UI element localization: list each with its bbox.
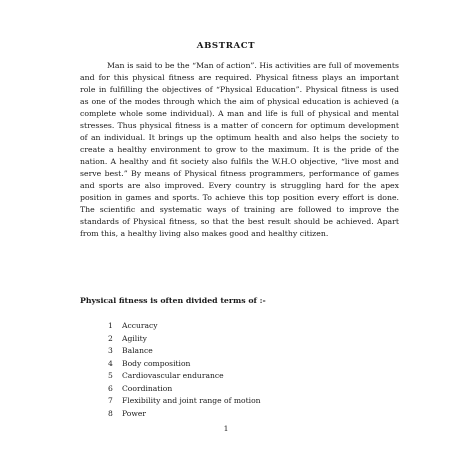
page-number: 1: [223, 424, 229, 433]
fitness-terms-list: [108, 320, 261, 420]
list-item-text: Flexibility and joint range of motion: [122, 396, 261, 405]
list-item-text: Power: [122, 408, 146, 418]
list-item: [108, 320, 261, 333]
fitness-terms-heading: Physical fitness is often divided terms of :-: [80, 296, 266, 305]
list-item-text: Body composition: [122, 358, 191, 368]
list-item-text: Agility: [122, 333, 147, 343]
list-item-text: Balance: [122, 346, 153, 355]
abstract-paragraph: Man is said to be the “Man of action”. His activities are full of movements and for this physical fitness are required. Physical fitness plays an important role in fulfilling the objectives of “Physical Education”. Physical fitness is used as one of the modes through which the aim of physical education is achieved (a complete whole some individual). A man and life is full of physical and mental stresses. Thus physical fitness is a matter of concern for optimum development of an individual. It brings up the optimum health and also helps the society to create a healthy environment to grow to the maximum. It is the pride of the nation. A healthy and fit society also fulfils the W.H.O objective, “live most and serve best.” By means of Physical fitness programmers, performance of games and sports are also improved. Every country is struggling hard for the apex position in games and sports. To achieve this top position every effort is done. The scientific and systematic ways of training are followed to improve the standards of Physical fitness, so that the best result should be achieved. Apart from this, a healthy living also makes good and healthy citizen.: [80, 61, 399, 239]
list-item: [108, 345, 261, 358]
list-item-number: 6: [108, 383, 113, 393]
list-item-number: 8: [108, 408, 113, 418]
list-item: [108, 395, 261, 408]
list-item-number: 2: [108, 333, 113, 343]
list-item: [108, 333, 261, 346]
list-item-number: 3: [108, 346, 113, 355]
list-item-text: Accuracy: [122, 321, 158, 330]
list-item: [108, 370, 261, 383]
document-title: ABSTRACT: [196, 41, 256, 51]
list-item-text: Cardiovascular endurance: [122, 371, 224, 380]
list-item: [108, 383, 261, 396]
list-item-number: 1: [108, 321, 113, 330]
list-item-number: 7: [108, 396, 113, 405]
list-item: [108, 358, 261, 371]
list-item-text: Coordination: [122, 383, 173, 393]
list-item-number: 4: [108, 358, 113, 368]
list-item-number: 5: [108, 371, 113, 380]
list-item: [108, 408, 261, 421]
